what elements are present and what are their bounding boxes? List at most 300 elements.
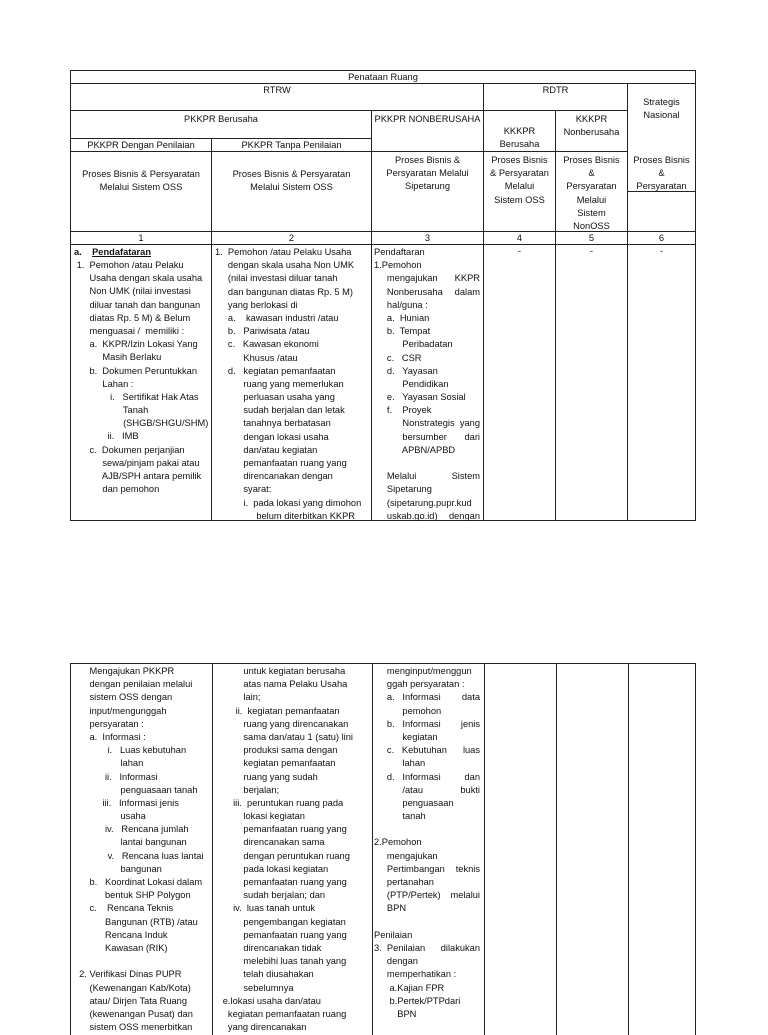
list-item <box>215 391 368 404</box>
list-item <box>374 916 480 929</box>
list-item <box>215 744 370 757</box>
list-item <box>215 982 370 995</box>
list-item-text: iii. peruntukan ruang pada <box>215 797 344 808</box>
list-item <box>374 378 480 391</box>
list-item <box>215 665 370 678</box>
list-item <box>74 312 208 325</box>
list-item <box>215 1021 370 1034</box>
list-item <box>374 457 480 470</box>
list-item-text: Penilaian <box>374 929 413 940</box>
list-item <box>215 929 370 942</box>
list-item <box>74 470 208 483</box>
list-item-text: a.Kajian FPR <box>374 982 445 993</box>
list-item <box>374 391 480 404</box>
list-item-text: menginput/menggun <box>374 666 472 676</box>
header-penataan-ruang: Penataan Ruang <box>71 71 695 84</box>
list-item <box>374 431 480 444</box>
list-item-text: kegiatan pemanfaatan <box>215 758 336 769</box>
list-item <box>215 757 370 770</box>
list-item-text: Bangunan (RTB) /atau <box>74 916 198 927</box>
list-item-text: pemanfaatan ruang yang <box>215 458 347 468</box>
list-item-text: belum diterbitkan KKPR <box>215 510 356 521</box>
body-col-1 <box>71 245 212 520</box>
list-item <box>74 718 210 731</box>
column-number-2: 2 <box>212 232 372 245</box>
list-item <box>74 982 210 995</box>
list-item-text: Pendaftaran <box>374 247 425 257</box>
list-item-text: a. Informasi <box>374 692 441 703</box>
list-item-text: sama dan/atau 1 (satu) lini <box>215 731 353 742</box>
list-item <box>374 272 480 285</box>
list-item <box>74 836 210 849</box>
list-item-text: b.Pertek/PTPdari <box>374 995 461 1006</box>
list-item <box>215 810 370 823</box>
header-pkkpr-nonberusaha: PKKPR NONBERUSAHA <box>372 111 484 152</box>
list-item-text: ruang yang sudah <box>215 771 318 782</box>
list-item <box>374 823 480 836</box>
list-item <box>74 378 208 391</box>
list-item-text: lahan <box>74 758 144 769</box>
list-item <box>74 942 210 955</box>
list-item-text: atau/ Dirjen Tata Ruang <box>74 995 188 1006</box>
list-item-text: (Kewenangan Kab/Kota) <box>74 982 191 993</box>
list-item <box>374 982 480 995</box>
list-item <box>215 705 370 718</box>
list-item-text: ii. IMB <box>74 431 139 442</box>
body-col-3 <box>372 245 484 520</box>
list-item-text: sebelumnya <box>215 982 294 993</box>
list-item <box>74 338 208 351</box>
list-item-text: KKPR <box>454 273 480 284</box>
section-heading: a. Pendafataran <box>74 247 152 257</box>
list-item <box>74 955 210 968</box>
list-item-text: bentuk SHP Polygon <box>74 890 191 901</box>
list-item-text: dengan <box>374 956 418 967</box>
list-item-text: Peribadatan <box>374 339 453 350</box>
list-item-text: persyaratan : <box>74 718 144 729</box>
list-item-text: pada lokasi kegiatan <box>215 863 329 874</box>
list-item-text: bangunan <box>74 863 162 874</box>
list-item <box>374 889 480 902</box>
list-item <box>74 665 210 678</box>
col2-list <box>215 246 368 523</box>
column-divider <box>372 664 373 1035</box>
list-item <box>215 483 368 496</box>
list-item <box>74 916 210 929</box>
list-item-text: data <box>461 692 480 703</box>
col2-list-continued <box>215 665 370 1034</box>
col1-list <box>74 259 208 496</box>
list-item-text: (SHGB/SHGU/SHM) <box>74 418 209 429</box>
list-item-text: Sistem <box>451 471 480 482</box>
list-item-text: luas <box>462 745 480 756</box>
list-item-text: direncanakan sama <box>215 837 325 848</box>
list-item-text: ruang yang memerlukan <box>215 378 344 389</box>
list-item-text: b. Tempat <box>374 326 431 337</box>
list-item <box>374 705 480 718</box>
list-item-text: d. kegiatan pemanfaatan <box>215 365 336 376</box>
list-item <box>74 404 208 417</box>
list-item-text: penguasaan tanah <box>74 784 198 795</box>
list-item-text: sistem OSS menerbitkan <box>74 1022 193 1033</box>
list-item-text: menguasai / memiliki : <box>74 325 185 336</box>
list-item <box>374 836 480 849</box>
list-item-text: uskab.go.id) <box>374 510 438 521</box>
list-item-text: a. KKPR/Izin Lokasi Yang <box>74 339 198 350</box>
column-number-4: 4 <box>484 232 556 245</box>
proses-col-6: Proses Bisnis & Persyaratan <box>628 152 695 232</box>
list-item <box>374 325 480 338</box>
list-item <box>215 352 368 365</box>
proses-col-1: Proses Bisnis & Persyaratan Melalui Sistem OSS <box>71 152 212 232</box>
list-item <box>74 823 210 836</box>
header-kkkpr-berusaha: KKKPR Berusaha <box>484 111 556 152</box>
list-item <box>215 850 370 863</box>
list-item-text: c. CSR <box>374 352 422 363</box>
list-item-text: bersumber <box>374 431 447 442</box>
list-item-text: v. Rencana luas lantai <box>74 850 204 861</box>
list-item <box>215 299 368 312</box>
list-item <box>215 378 368 391</box>
list-item-text: jenis <box>460 718 480 729</box>
list-item-text: pengembangan kegiatan <box>215 916 346 927</box>
list-item-text: (PTP/Pertek) <box>374 890 441 901</box>
list-item-text: ii. Informasi <box>74 771 158 782</box>
list-item-text: pemohon <box>374 705 442 716</box>
list-item-text: 2. Verifikasi Dinas PUPR <box>74 969 182 980</box>
list-item <box>215 404 368 417</box>
list-item <box>215 325 368 338</box>
list-item-text: telah diusahakan <box>215 969 314 980</box>
list-item <box>374 338 480 351</box>
list-item <box>215 902 370 915</box>
list-item-text: dengan skala usaha Non UMK <box>215 260 355 271</box>
proses-col-4: Proses Bisnis & Persyaratan Melalui Sistem OSS <box>484 152 556 232</box>
list-item <box>74 285 208 298</box>
list-item-text: e.lokasi usaha dan/atau <box>215 995 321 1006</box>
list-item-text: Tanah <box>74 405 149 416</box>
list-item <box>374 470 480 483</box>
list-item <box>374 876 480 889</box>
list-item <box>215 272 368 285</box>
list-item-text: lokasi kegiatan <box>215 811 305 822</box>
list-item <box>74 863 210 876</box>
list-item <box>74 259 208 272</box>
column-number-1: 1 <box>71 232 212 245</box>
list-item-text: sewa/pinjam pakai atau <box>74 457 200 468</box>
list-item <box>374 995 480 1008</box>
list-item <box>74 1008 210 1021</box>
list-item <box>374 404 480 417</box>
list-item <box>74 365 208 378</box>
list-item <box>215 286 368 299</box>
column-number-6: 6 <box>628 232 695 245</box>
header-strategis-nasional: Strategis Nasional <box>628 84 695 192</box>
list-item-text: sudah berjalan; dan <box>215 890 326 901</box>
list-item <box>215 942 370 955</box>
list-item-text: a. Hunian <box>374 312 430 323</box>
list-item <box>215 691 370 704</box>
list-item-text: AJB/SPH antara pemilik <box>74 471 202 481</box>
list-item <box>374 483 480 496</box>
list-item <box>215 312 368 325</box>
list-item-text: 1.Pemohon <box>374 260 422 271</box>
list-item-text: b. Koordinat Lokasi dalam <box>74 877 203 887</box>
list-item-text: perluasan usaha yang <box>215 392 335 403</box>
list-item <box>215 678 370 691</box>
list-item <box>74 430 208 443</box>
list-item-text: lahan <box>374 758 426 769</box>
list-item <box>374 810 480 823</box>
list-item <box>215 365 368 378</box>
list-item-text: direncanakan tidak <box>215 942 322 953</box>
list-item-text: pemanfaatan ruang yang <box>215 824 347 835</box>
list-item-text: pemanfaatan ruang yang <box>215 877 347 887</box>
header-pkkpr-tanpa-penilaian: PKKPR Tanpa Penilaian <box>212 139 372 152</box>
list-item <box>74 850 210 863</box>
list-item <box>374 497 480 510</box>
list-item-text: diatas Rp. 5 M) & Belum <box>74 312 191 323</box>
list-item <box>374 352 480 365</box>
list-item-text: sudah berjalan dan letak <box>215 405 345 416</box>
list-item <box>215 863 370 876</box>
body-col-4: - <box>484 245 556 520</box>
list-item-text: iv. luas tanah untuk <box>215 903 316 914</box>
list-item-text: e. Yayasan Sosial <box>374 392 466 403</box>
list-item-text: dengan lokasi usaha <box>215 431 329 442</box>
list-item-text: Usaha dengan skala usaha <box>74 273 203 284</box>
list-item <box>215 968 370 981</box>
header-rtrw: RTRW <box>71 84 484 111</box>
list-item <box>215 457 368 470</box>
list-item <box>374 784 480 797</box>
column-divider <box>484 664 485 1035</box>
permit-table-page-2 <box>70 663 696 1035</box>
list-item <box>374 691 480 704</box>
list-item-text: 3. Penilaian <box>374 942 426 953</box>
list-item <box>215 771 370 784</box>
list-item <box>215 955 370 968</box>
list-item <box>374 510 480 523</box>
list-item-text: d. Yayasan <box>374 365 438 376</box>
list-item-text: f. Proyek <box>374 405 432 416</box>
list-item <box>374 850 480 863</box>
list-item-text: tanahnya berbatasan <box>215 418 331 429</box>
list-item <box>374 757 480 770</box>
list-item <box>74 744 210 757</box>
list-item-text: pertanahan <box>374 877 434 887</box>
list-item <box>374 968 480 981</box>
list-item-text: teknis <box>455 863 480 874</box>
list-item <box>74 810 210 823</box>
list-item-text: yang direncanakan <box>215 1022 307 1033</box>
body-col-5: - <box>556 245 628 520</box>
column-divider <box>628 664 629 1035</box>
list-item-text: Lahan : <box>74 378 134 389</box>
list-item-text: sistem OSS dengan <box>74 692 173 703</box>
list-item <box>215 797 370 810</box>
list-item-text: dan <box>464 771 480 782</box>
list-item-text: ruang yang direncanakan <box>215 718 349 729</box>
column-number-5: 5 <box>556 232 628 245</box>
list-item <box>74 678 210 691</box>
list-item-text: b. Informasi <box>374 718 441 729</box>
list-item-text: Kawasan (RIK) <box>74 942 168 953</box>
list-item <box>374 744 480 757</box>
list-item <box>374 929 480 942</box>
list-item-text: mengajukan <box>374 273 438 284</box>
list-item <box>74 968 210 981</box>
list-item <box>374 259 480 272</box>
list-item <box>74 705 210 718</box>
header-pkkpr-dengan-penilaian: PKKPR Dengan Penilaian <box>71 139 212 152</box>
list-item-text: a. kawasan industri /atau <box>215 312 339 323</box>
list-item <box>74 784 210 797</box>
list-item <box>374 955 480 968</box>
list-item-text: syarat: <box>215 484 272 495</box>
body-col-2 <box>212 245 372 520</box>
list-item-text: berjalan; <box>215 784 280 795</box>
list-item <box>374 444 480 457</box>
column-number-3: 3 <box>372 232 484 245</box>
proses-col-5: Proses Bisnis & Persyaratan Melalui Sistem NonOSS <box>556 152 628 232</box>
list-item-text: c. Rencana Teknis <box>74 903 174 914</box>
list-item-text: (nilai investasi diluar tanah <box>215 273 338 284</box>
list-item <box>74 483 208 496</box>
list-item <box>374 797 480 810</box>
list-item <box>74 444 208 457</box>
list-item-text: i. pada lokasi yang dimohon <box>215 497 362 508</box>
body-col-6: - <box>659 246 664 256</box>
list-item-text: ii. kegiatan pemanfaatan <box>215 705 340 716</box>
list-item <box>74 731 210 744</box>
list-item-text: dengan penilaian melalui <box>74 679 193 690</box>
list-item <box>215 338 368 351</box>
list-item <box>374 678 480 691</box>
list-item-text: hal/guna : <box>374 299 428 310</box>
list-item-text: BPN <box>374 1008 417 1019</box>
list-item-text: atas nama Pelaku Usaha <box>215 679 348 690</box>
permit-table-page-1 <box>70 70 696 521</box>
list-item <box>74 691 210 704</box>
col1-list-continued <box>74 665 210 1034</box>
list-item <box>74 797 210 810</box>
list-item-text: 1. Pemohon /atau Pelaku Usaha <box>215 247 352 257</box>
list-item-text: c. Dokumen perjanjian <box>74 444 185 455</box>
column-divider <box>212 664 213 1035</box>
list-item-text: bukti <box>460 784 480 795</box>
list-item-text: direncanakan dengan <box>215 471 333 482</box>
list-item-text: dan pemohon <box>74 484 160 495</box>
list-item <box>74 902 210 915</box>
list-item <box>74 351 208 364</box>
col3-list <box>374 246 480 523</box>
list-item <box>215 497 368 510</box>
list-item-text: diluar tanah dan bangunan <box>74 299 201 310</box>
list-item <box>74 299 208 312</box>
list-item-text: iv. Rencana jumlah <box>74 824 189 835</box>
list-item-text: Nonberusaha <box>374 286 443 297</box>
list-item-text: kegiatan pemanfaatan ruang <box>215 1008 347 1019</box>
col3-list-continued <box>374 665 480 1021</box>
list-item <box>215 259 368 272</box>
list-item <box>374 902 480 915</box>
list-item-text: lain; <box>215 692 261 703</box>
header-rdtr: RDTR <box>484 84 628 111</box>
list-item <box>215 889 370 902</box>
list-item <box>215 823 370 836</box>
list-item-text: (kewenangan Pusat) dan <box>74 1008 193 1019</box>
list-item <box>215 836 370 849</box>
list-item <box>74 757 210 770</box>
list-item <box>74 771 210 784</box>
list-item <box>215 784 370 797</box>
list-item-text: usaha <box>74 811 146 822</box>
list-item <box>374 1008 480 1021</box>
list-item-text: BPN <box>374 903 407 914</box>
list-item-text: b. Pariwisata /atau <box>215 326 310 337</box>
list-item <box>215 510 368 523</box>
list-item-text: Nonstrategis <box>374 418 455 429</box>
list-item-text: kegiatan <box>374 731 438 742</box>
list-item <box>215 731 370 744</box>
list-item <box>374 365 480 378</box>
list-item-text: 2.Pemohon <box>374 837 422 848</box>
list-item <box>374 942 480 955</box>
proses-col-3: Proses Bisnis & Persyaratan Melalui Sipetarung <box>372 152 484 232</box>
list-item-text: yang <box>459 418 480 429</box>
list-item <box>74 889 210 902</box>
list-item-text: mengajukan <box>374 850 438 861</box>
list-item <box>215 246 368 259</box>
list-item-text: Melalui <box>374 471 417 482</box>
list-item <box>215 1008 370 1021</box>
list-item-text: APBN/APBD <box>374 444 456 455</box>
list-item <box>374 665 480 678</box>
list-item-text: Rencana Induk <box>74 929 168 940</box>
list-item <box>374 312 480 325</box>
list-item <box>74 457 208 470</box>
list-item-text: dengan peruntukan ruang <box>215 850 350 861</box>
list-item <box>74 929 210 942</box>
list-item-text: d. Informasi <box>374 771 441 782</box>
list-item-text: penguasaan <box>374 797 454 808</box>
list-item-text: pemanfaatan ruang yang <box>215 929 347 940</box>
list-item-text: 1. Pemohon /atau Pelaku <box>74 260 184 270</box>
list-item-text: a. Informasi : <box>74 731 146 742</box>
list-item <box>374 863 480 876</box>
list-item <box>374 246 480 259</box>
list-item-text: Non UMK (nilai investasi <box>74 286 191 297</box>
list-item <box>74 391 208 404</box>
list-item <box>215 718 370 731</box>
list-item <box>374 731 480 744</box>
list-item-text: c. Kawasan ekonomi <box>215 339 319 350</box>
list-item-text: lantai bangunan <box>74 837 187 848</box>
list-item-text: Khusus /atau <box>215 352 298 363</box>
list-item-text: dari <box>464 431 480 442</box>
list-item-text: (sipetarung.pupr.kud <box>374 497 472 508</box>
list-item <box>374 299 480 312</box>
list-item <box>215 916 370 929</box>
list-item-text: memperhatikan : <box>374 969 457 980</box>
list-item <box>215 444 368 457</box>
list-item-text: c. Kebutuhan <box>374 745 447 756</box>
proses-col-2: Proses Bisnis & Persyaratan Melalui Sistem OSS <box>212 152 372 232</box>
list-item <box>215 876 370 889</box>
list-item <box>74 995 210 1008</box>
list-item-text: dengan <box>448 510 480 521</box>
